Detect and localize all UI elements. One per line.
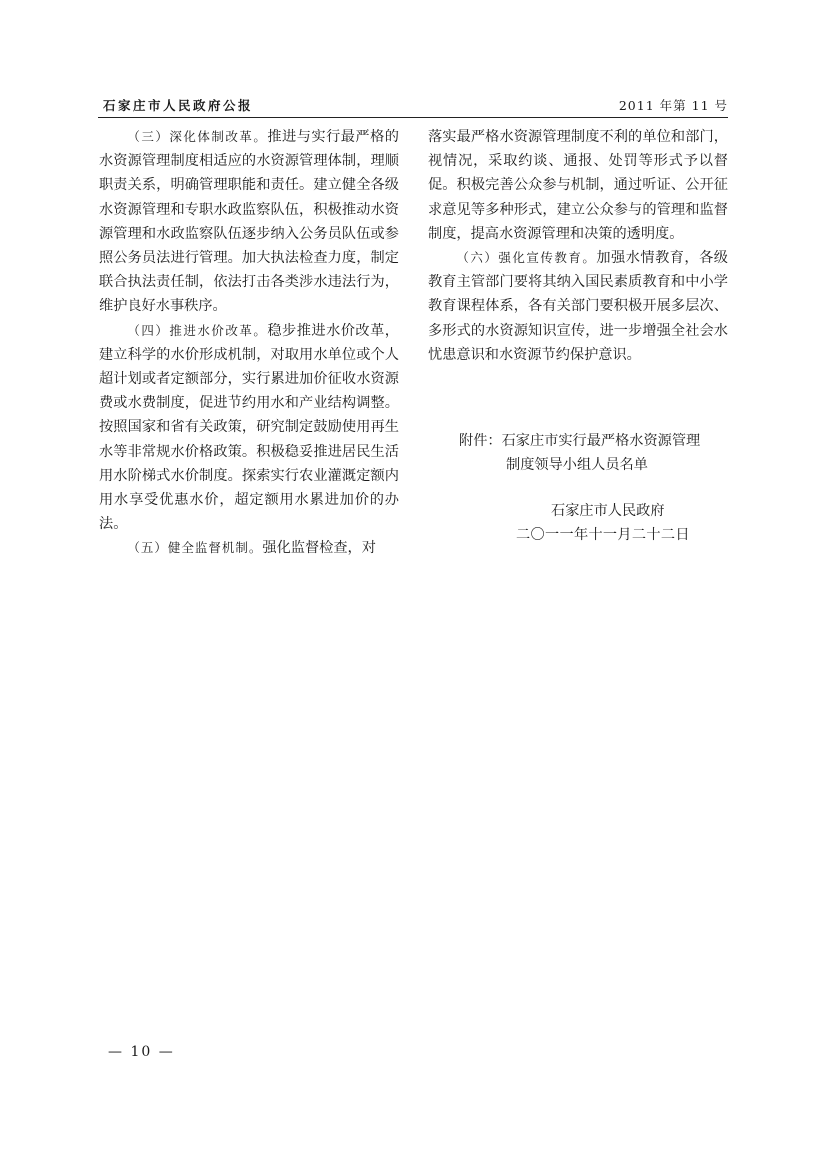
paragraph-heading: （四）推进水价改革。 [127,322,268,338]
paragraph-continuation: 落实最严格水资源管理制度不利的单位和部门，视情况，采取约谈、通报、处罚等形式予以督促。积极完善公众参与机制，通过听证、公开征求意见等多种形式，建立公众参与的管理和监督制度，提高水资源管理和决策的透明度。 [428,129,728,242]
annex-note [459,429,739,477]
issue-number: 2011 年第 11 号 [618,98,728,113]
publication-title: 石家庄市人民政府公报 [103,98,254,113]
paragraph-body: 稳步推进水价改革，建立科学的水价形成机制，对取用水单位或个人超计划或者定额部分，实行累进加价征收水资源费或水费制度，促进节约用水和产业结构调整。按照国家和省有关政策，研究制定鼓励使用再生水等非常规水价格政策。积极稳妥推进居民生活用水阶梯式水价制度。探索实行农业灌溉定额内用水享受优惠水价，超定额用水累进加价的办法。 [99,322,399,533]
paragraph-body: 加强水情教育，各级教育主管部门要将其纳入国民素质教育和中小学教育课程体系，各有关部门要积极开展多层次、多形式的水资源知识宣传，进一步增强全社会水忧患意识和水资源节约保护意识。 [428,250,728,363]
paragraph-heading: （三）深化体制改革。 [127,129,268,144]
paragraph-water-price-reform [99,319,399,537]
header-divider [98,117,728,118]
signature-organization: 石家庄市人民政府 [551,503,665,519]
page-number: — 10 — [108,1044,175,1060]
right-column [428,125,728,367]
paragraph-institutional-reform [99,125,399,319]
signature-date: 二〇一一年十一月二十二日 [516,527,690,543]
paragraph-body: 推进与实行最严格的水资源管理制度相适应的水资源管理体制，理顺职责关系，明确管理职能和责任。建立健全各级水资源管理和专职水政监察队伍，积极推动水资源管理和水政监察队伍逐步纳入公务员队伍或参照公务员法进行管理。加大执法检查力度，制定联合执法责任制，依法打击各类涉水违法行为，维护良好水事秩序。 [99,129,399,315]
paragraph-supervision-mechanism [99,536,399,560]
annex-line-1: 附件：石家庄市实行最严格水资源管理 [459,433,701,449]
paragraph-heading: （六）强化宣传教育。 [456,250,597,266]
paragraph-heading: （五）健全监督机制。 [127,540,263,556]
annex-line-2: 制度领导小组人员名单 [506,457,648,474]
left-column [99,125,399,561]
paragraph-body: 强化监督检查，对 [262,540,376,557]
paragraph-publicity-education [428,246,728,367]
